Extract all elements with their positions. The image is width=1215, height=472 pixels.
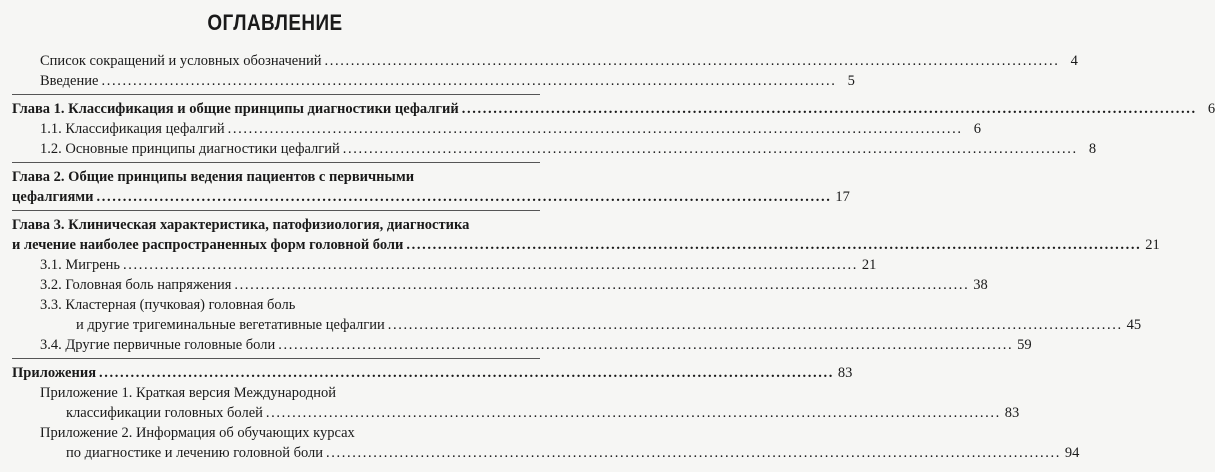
toc-entry-text: Глава 1. Классификация и общие принципы диагностики цефалгий — [12, 101, 459, 117]
dot-leader — [324, 52, 1056, 70]
section-divider — [12, 94, 540, 95]
toc-entry[interactable] — [40, 256, 877, 274]
toc-entry-line1[interactable]: 3.3. Кластерная (пучковая) головная боль — [40, 297, 296, 313]
toc-entry-text: классификации головных болей — [66, 405, 263, 421]
dot-leader — [99, 364, 831, 382]
dot-leader — [343, 140, 1075, 158]
toc-chapter[interactable] — [12, 100, 1215, 118]
dot-leader — [234, 276, 966, 294]
toc-entry-page: 5 — [847, 73, 855, 89]
dot-leader — [101, 72, 833, 90]
toc-chapter[interactable] — [12, 188, 850, 206]
dot-leader — [123, 256, 855, 274]
dot-leader — [278, 336, 1010, 354]
toc-chapter[interactable] — [12, 364, 853, 382]
toc-entry[interactable] — [40, 72, 855, 90]
toc-entry-page: 17 — [835, 189, 850, 205]
dot-leader — [462, 100, 1194, 118]
toc-entry-page: 8 — [1088, 141, 1097, 157]
toc-entry-text: и другие тригеминальные вегетативные цефалгии — [76, 317, 385, 333]
dot-leader — [326, 444, 1058, 462]
toc-entry[interactable] — [66, 444, 1080, 462]
toc-entry-text: 3.2. Головная боль напряжения — [40, 277, 232, 293]
section-divider — [12, 358, 540, 359]
toc-chapter-line1[interactable]: Глава 3. Клиническая характеристика, патофизиология, диагностика — [12, 217, 470, 233]
toc-entry[interactable] — [66, 404, 1020, 422]
toc-entry[interactable] — [40, 120, 981, 138]
toc-entry-page: 38 — [973, 277, 988, 293]
toc-entry[interactable] — [40, 140, 1097, 158]
toc-entry-text: 1.1. Классификация цефалгий — [40, 121, 225, 137]
toc-title: ОГЛАВЛЕНИЕ — [207, 10, 343, 35]
toc-entry-page: 59 — [1017, 337, 1032, 353]
toc-entry-text: цефалгиями — [12, 189, 94, 205]
toc-entry-page: 4 — [1070, 53, 1078, 69]
toc-entry-page: 21 — [861, 257, 877, 273]
toc-entry-page: 6 — [1207, 101, 1215, 117]
toc-entry-text: по диагностике и лечению головной боли — [66, 445, 324, 461]
toc-entry-page: 83 — [837, 365, 853, 381]
toc-entry-text: 3.1. Мигрень — [40, 257, 121, 273]
toc-entry-text: 3.4. Другие первичные головные боли — [40, 337, 276, 353]
toc-chapter-line1[interactable]: Глава 2. Общие принципы ведения пациентов с первичными — [12, 169, 415, 185]
dot-leader — [228, 120, 960, 138]
toc-entry[interactable] — [40, 52, 1078, 70]
toc-entry-line1[interactable]: Приложение 1. Краткая версия Международной — [40, 385, 336, 401]
toc-chapter[interactable] — [12, 236, 1160, 254]
toc-entry-text: и лечение наиболее распространенных форм головной боли — [12, 237, 404, 253]
toc-entry-text: Список сокращений и условных обозначений — [40, 53, 322, 69]
dot-leader — [266, 404, 998, 422]
toc-entry[interactable] — [76, 316, 1142, 334]
toc-entry-page: 45 — [1126, 317, 1142, 333]
section-divider — [12, 210, 540, 211]
toc-entry-page: 83 — [1004, 405, 1020, 421]
toc-entry-page: 21 — [1145, 237, 1160, 253]
toc-entry-text: 1.2. Основные принципы диагностики цефалгий — [40, 141, 340, 157]
toc-entry-text: Введение — [40, 73, 99, 89]
toc-entry[interactable] — [40, 276, 988, 294]
toc-entry[interactable] — [40, 336, 1032, 354]
toc-entry-page: 94 — [1064, 445, 1080, 461]
dot-leader — [388, 316, 1120, 334]
toc-entry-page: 6 — [973, 121, 981, 137]
toc-entry-line1[interactable]: Приложение 2. Информация об обучающих курсах — [40, 425, 355, 441]
toc-entry-text: Приложения — [12, 365, 97, 381]
dot-leader — [406, 236, 1138, 254]
section-divider — [12, 162, 540, 163]
dot-leader — [97, 188, 829, 206]
